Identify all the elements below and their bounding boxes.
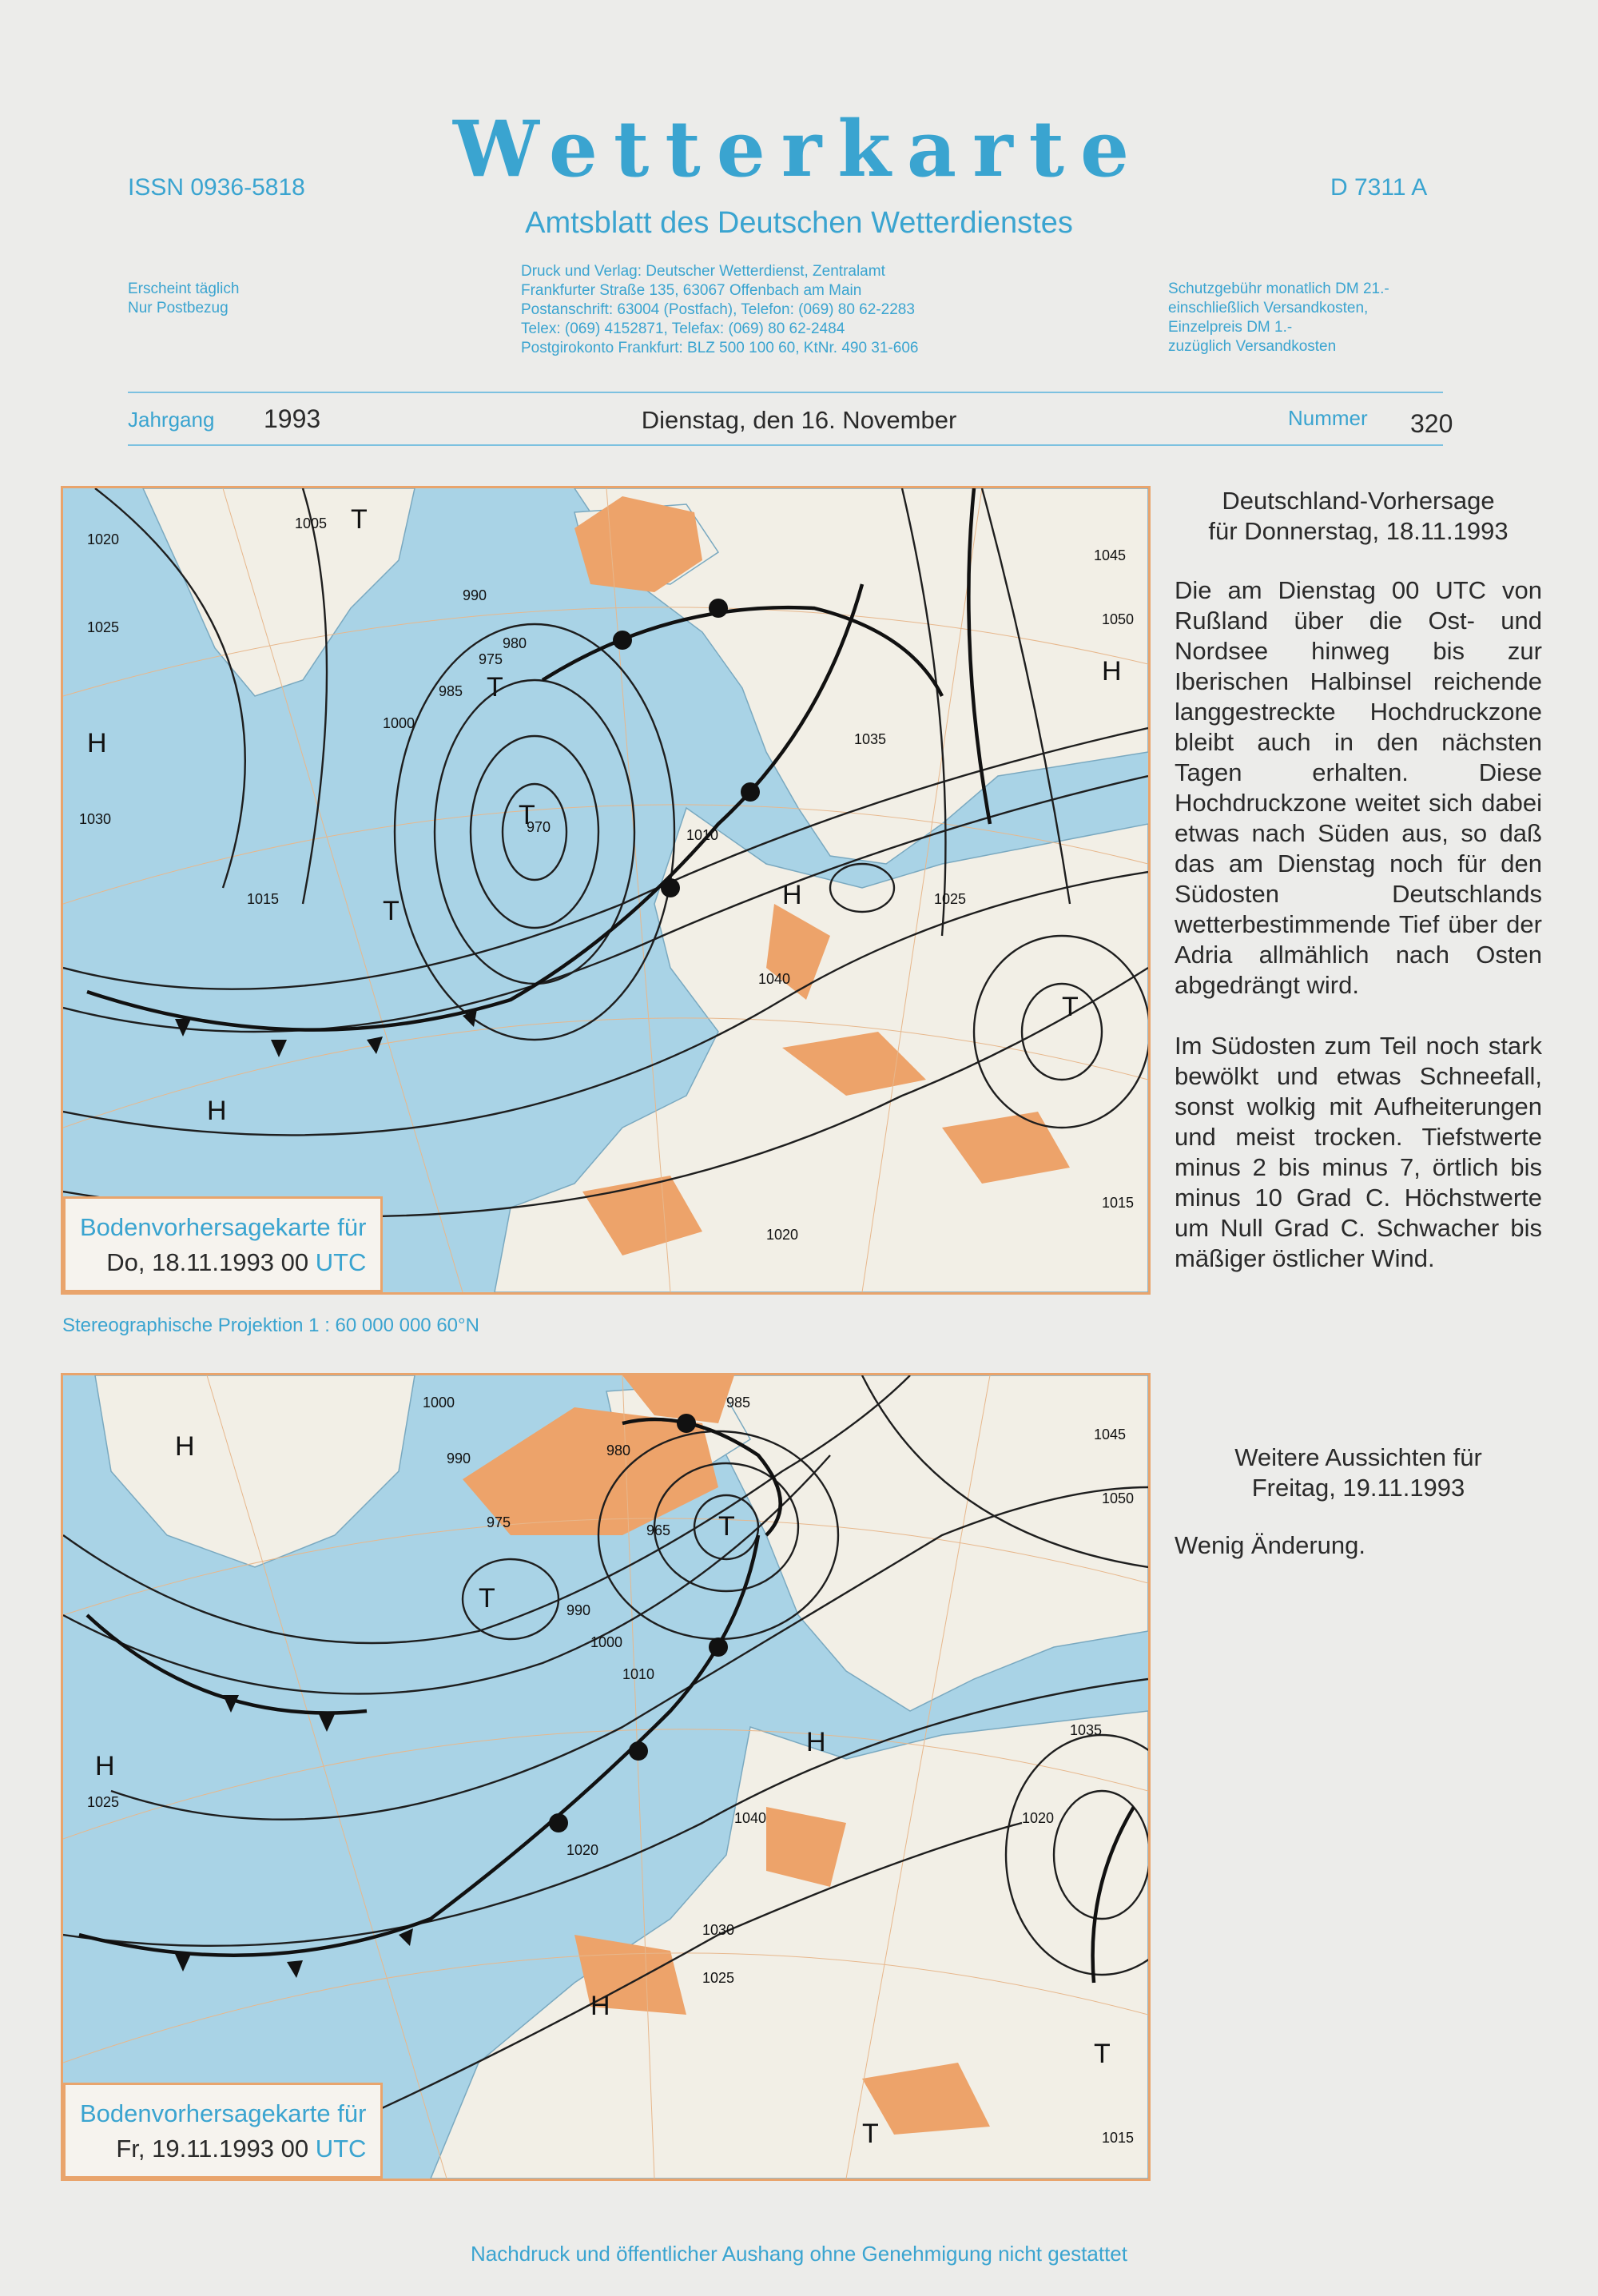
isobar-label: 965 — [646, 1522, 671, 1538]
low-pressure-label: T — [1062, 992, 1079, 1022]
low-pressure-label: T — [1094, 2039, 1111, 2069]
high-pressure-label: H — [806, 1727, 826, 1757]
fees-line: Einzelpreis DM 1.- — [1168, 319, 1293, 336]
low-pressure-label: T — [718, 1511, 735, 1542]
cold-front-symbol — [175, 1954, 191, 1972]
isobar-label: 1020 — [766, 1227, 799, 1243]
high-pressure-label: H — [782, 880, 802, 910]
map-caption — [63, 1196, 383, 1292]
isobar-label: 1030 — [79, 811, 112, 827]
isobar-label: 1015 — [1102, 2130, 1135, 2146]
map-svg — [63, 1375, 1148, 2179]
isobar-label: 985 — [726, 1395, 751, 1411]
warm-front-symbol — [677, 1414, 696, 1433]
low-pressure-label: T — [487, 672, 503, 702]
forecast-body — [1175, 575, 1542, 1304]
imprint-line: Postgirokonto Frankfurt: BLZ 500 100 60, KtNr. 490 31-606 — [521, 340, 919, 356]
outlook-body: Wenig Änderung. — [1175, 1531, 1365, 1559]
newspaper-subtitle: Amtsblatt des Deutschen Wetterdienstes — [525, 206, 1073, 240]
footer-note: Nachdruck und öffentlicher Aushang ohne Genehmigung nicht gestattet — [471, 2242, 1127, 2266]
imprint-line: Postanschrift: 63004 (Postfach), Telefon: (069) 80 62-2283 — [521, 301, 915, 318]
nummer-label: Nummer — [1288, 406, 1368, 430]
isobar-label: 1010 — [622, 1666, 655, 1682]
forecast-heading-line: Deutschland-Vorhersage — [1222, 487, 1495, 515]
map-caption-datetime: Fr, 19.11.1993 00 — [116, 2135, 309, 2163]
projection-note: Stereographische Projektion 1 : 60 000 000 60°N — [62, 1315, 479, 1336]
jahrgang-label: Jahrgang — [128, 408, 215, 432]
map-caption-datetime: Do, 18.11.1993 00 — [106, 1248, 309, 1276]
low-pressure-label: T — [383, 896, 400, 926]
outlook-heading-line: Freitag, 19.11.1993 — [1251, 1474, 1465, 1502]
cold-front-symbol — [287, 1960, 303, 1978]
high-pressure-label: H — [207, 1096, 227, 1126]
isobar-label: 1020 — [87, 531, 120, 547]
imprint-line: Frankfurter Straße 135, 63067 Offenbach am Main — [521, 282, 862, 299]
map-caption-date — [80, 2131, 366, 2167]
isobar-label: 1010 — [686, 827, 719, 843]
appearance-line: Nur Postbezug — [128, 300, 229, 316]
newspaper-title: Wetterkarte — [452, 104, 1146, 194]
imprint-line: Telex: (069) 4152871, Telefax: (069) 80 62-2484 — [521, 320, 845, 337]
cold-front-symbol — [271, 1040, 287, 1057]
isobar-label: 1020 — [1022, 1810, 1055, 1826]
isobar-label: 985 — [439, 683, 463, 699]
header-rule-top — [128, 392, 1443, 393]
isobar-label: 1050 — [1102, 1490, 1135, 1506]
isobar-label: 1025 — [934, 891, 967, 907]
isobar-label: 1020 — [566, 1842, 599, 1858]
map-caption-utc: UTC — [315, 2135, 367, 2163]
warm-front-symbol — [741, 782, 760, 802]
greenland-land — [95, 1375, 415, 1567]
forecast-heading-line: für Donnerstag, 18.11.1993 — [1208, 517, 1509, 545]
map-caption — [63, 2083, 383, 2179]
isobar-label: 1025 — [87, 619, 120, 635]
high-pressure-label: H — [175, 1431, 195, 1462]
high-pressure-label: H — [590, 1991, 610, 2021]
warm-front-symbol — [549, 1813, 568, 1832]
issue-date: Dienstag, den 16. November — [641, 406, 957, 434]
isobar-label: 1045 — [1094, 547, 1127, 563]
map-caption-utc: UTC — [315, 1248, 367, 1276]
map-svg — [63, 488, 1148, 1292]
high-pressure-label: H — [95, 1751, 115, 1781]
isobar-label: 975 — [487, 1514, 511, 1530]
isobar-label: 970 — [527, 819, 551, 835]
forecast-paragraph: Im Südosten zum Teil noch stark bewölkt und etwas Schneefall, sonst wolkig mit Aufheiterungen und meist trocken. Tiefstwerte minus 2 bis minus 7, örtlich bis minus 10 Grad C. Höchstwerte um Null Grad C. Schwacher bis mäßiger östlicher Wind. — [1175, 1032, 1542, 1272]
nummer-value: 320 — [1410, 409, 1453, 438]
appearance-note — [128, 280, 239, 318]
isobar-label: 1015 — [247, 891, 280, 907]
isobar-label: 1050 — [1102, 611, 1135, 627]
warm-front-symbol — [629, 1741, 648, 1761]
forecast-map-thursday — [61, 486, 1151, 1295]
high-pressure-label: H — [87, 728, 107, 758]
forecast-heading — [1175, 486, 1542, 547]
imprint-line: Druck und Verlag: Deutscher Wetterdienst, Zentralamt — [521, 263, 885, 280]
low-pressure-label: T — [519, 800, 535, 830]
warm-front-symbol — [661, 878, 680, 897]
low-pressure-label: T — [862, 2119, 879, 2149]
isobar-label: 1040 — [758, 971, 791, 987]
isobar-label: 1035 — [854, 731, 887, 747]
jahrgang-value: 1993 — [264, 404, 321, 433]
isobar-label: 1025 — [87, 1794, 120, 1810]
cold-front-symbol — [223, 1695, 239, 1713]
isobar-label: 990 — [463, 587, 487, 603]
map-caption-title: Bodenvorhersagekarte für — [80, 2099, 367, 2127]
isobar-label: 1000 — [383, 715, 415, 731]
forecast-map-friday — [61, 1373, 1151, 2181]
outlook-heading-line: Weitere Aussichten für — [1234, 1443, 1482, 1471]
fees-line: Schutzgebühr monatlich DM 21.- — [1168, 281, 1389, 297]
isobar-label: 990 — [566, 1602, 591, 1618]
isobar-label: 1005 — [295, 515, 328, 531]
high-pressure-label: H — [1102, 656, 1122, 686]
isobar-label: 990 — [447, 1450, 471, 1466]
isobar — [463, 1559, 559, 1639]
fees-block — [1168, 280, 1389, 356]
isobar-label: 1000 — [590, 1634, 623, 1650]
continent-land — [431, 1711, 1148, 2179]
map-caption-date — [80, 1245, 366, 1280]
fees-line: zuzüglich Versandkosten — [1168, 338, 1337, 355]
edition-code: D 7311 A — [1330, 174, 1428, 201]
isobar-label: 1030 — [702, 1922, 735, 1938]
low-pressure-label: T — [479, 1583, 495, 1614]
isobar-label: 1015 — [1102, 1195, 1135, 1211]
warm-front-symbol — [613, 631, 632, 650]
header-rule-bottom — [128, 444, 1443, 446]
isobar-label: 980 — [503, 635, 527, 651]
issn-number: ISSN 0936-5818 — [128, 174, 305, 201]
isobar-label: 1000 — [423, 1395, 455, 1411]
fees-line: einschließlich Versandkosten, — [1168, 300, 1369, 316]
warm-front-symbol — [709, 1637, 728, 1657]
isobar-label: 1035 — [1070, 1722, 1103, 1738]
outlook-heading — [1175, 1442, 1542, 1503]
isobar-label: 980 — [606, 1442, 631, 1458]
isobar-label: 1045 — [1094, 1427, 1127, 1442]
low-pressure-label: T — [351, 504, 368, 535]
imprint-block — [521, 262, 918, 358]
isobar-label: 1040 — [734, 1810, 767, 1826]
isobar-label: 1025 — [702, 1970, 735, 1986]
isobar-label: 975 — [479, 651, 503, 667]
cold-front — [79, 1535, 758, 1956]
greenland-land — [143, 488, 415, 696]
cold-front-symbol — [319, 1714, 335, 1732]
forecast-paragraph: Die am Dienstag 00 UTC von Rußland über die Ost- und Nordsee hinweg bis zur Iberischen Halbinsel reichende langgestreckte Hochdruckzone bleibt auch in den nächsten Tagen erhalten. Diese Hochdruckzone weitet sich dabei etwas nach Süden aus, so daß das am Dienstag noch für den Südosten Deutschlands wetterbestimmende Tief über der Adria allmählich nach Osten abgedrängt wird. — [1175, 576, 1542, 999]
appearance-line: Erscheint täglich — [128, 281, 240, 297]
cold-front-symbol — [367, 1037, 383, 1054]
map-caption-title: Bodenvorhersagekarte für — [80, 1213, 367, 1241]
warm-front-symbol — [709, 599, 728, 618]
